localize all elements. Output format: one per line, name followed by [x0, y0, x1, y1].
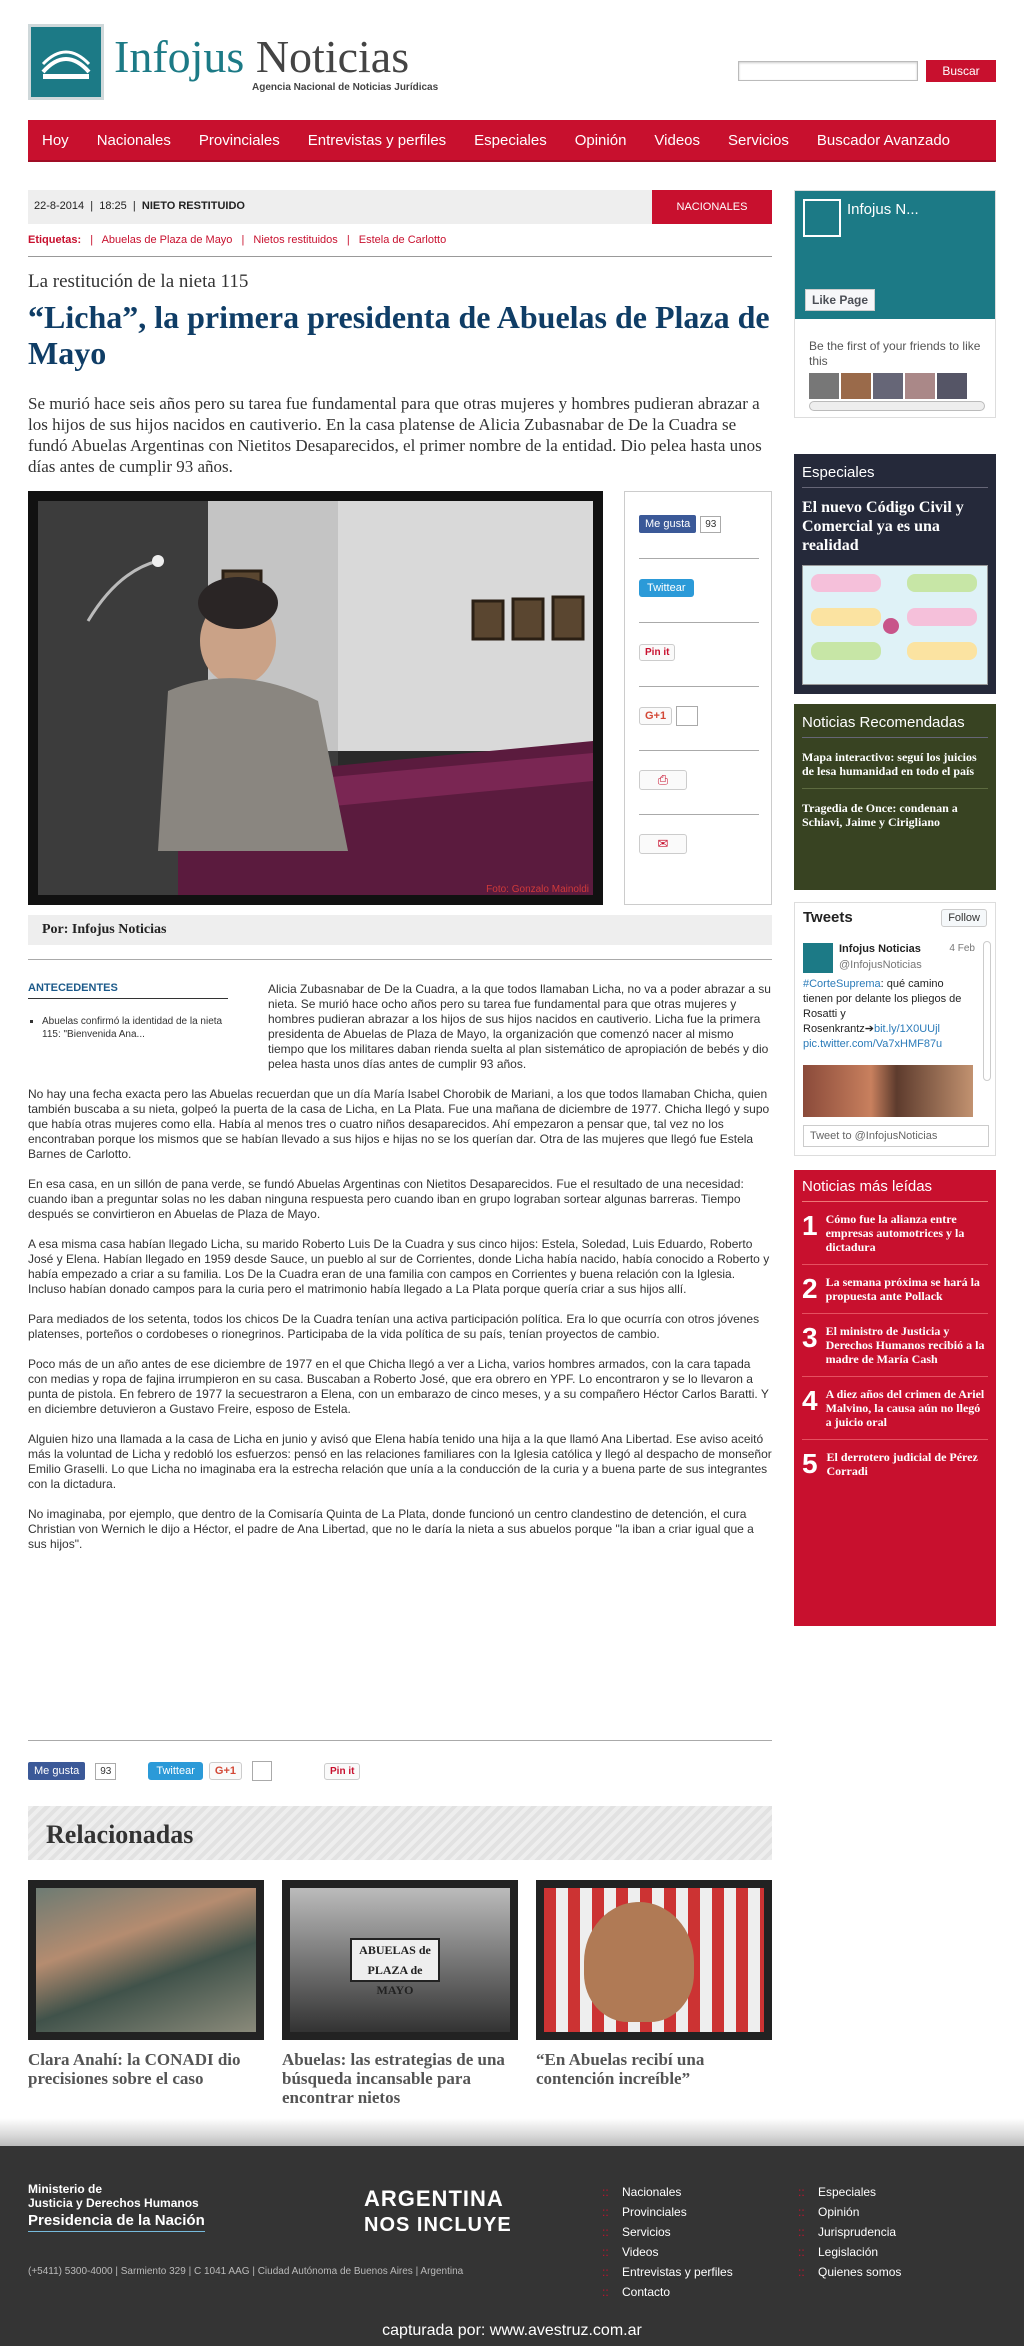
- tweet-handle[interactable]: @InfojusNoticias: [839, 959, 922, 971]
- argentina-logo-line1[interactable]: ARGENTINA: [364, 2186, 504, 2211]
- paragraph: Poco más de un año antes de ese diciembre de 1977 en el que Chicha llegó a ver a Licha, varios hombres armados, con la cara tapada con medias y ropa de fajina irrumpieron en su casa. Buscaban a Roberto José, que era obrero en YPF. Lo encontraron y se lo llevaron a punta de pistola. En febrero de 1977 la secuestraron a Elena, con un embarazo de cinco meses, y a su compañero Héctor Carlos Baratti. Y en diciembre detuvieron a Gustavo Freire, esposo de Estela.: [28, 1357, 769, 1416]
- tweet-button[interactable]: Twittear: [639, 579, 694, 597]
- nav-item-videos[interactable]: Videos: [654, 131, 701, 149]
- tags-row: Etiquetas: | Abuelas de Plaza de Mayo | Nietos restituidos | Estela de Carlotto: [28, 234, 447, 246]
- divider: [28, 1740, 772, 1741]
- photo-row: [28, 491, 772, 905]
- especiales-image[interactable]: [802, 565, 988, 685]
- especiales-headline[interactable]: El nuevo Código Civil y Comercial ya es una realidad: [802, 499, 964, 554]
- bottom-share-row: [28, 1760, 360, 1782]
- argentina-logo-line2[interactable]: NOS INCLUYE: [364, 2214, 512, 2236]
- article-topic: NIETO RESTITUIDO: [141, 200, 245, 212]
- article-headline: “Licha”, la primera presidenta de Abuelas de Plaza de Mayo: [28, 299, 770, 371]
- pinit-button[interactable]: Pin it: [639, 644, 675, 661]
- paragraph: En esa casa, en un sillón de pana verde, se fundó Abuelas Argentinas con Nietitos Desaparecidos. Fue el resultado de una necesidad: cuando iban a preguntar solas no les daban ninguna respuesta pero cuando iban en grupo lograban sortear algunas barreras. Tiempo después se convirtieron en Abuelas de Plaza de Mayo.: [28, 1177, 744, 1221]
- tweet-to-input[interactable]: Tweet to @InfojusNoticias: [803, 1125, 989, 1147]
- tweet-media-link[interactable]: pic.twitter.com/Va7xHMF87u: [803, 1038, 943, 1050]
- divider: [639, 686, 759, 687]
- tweets-title: Tweets: [803, 909, 853, 926]
- nav-item-provinciales[interactable]: Provinciales: [198, 131, 280, 149]
- capture-watermark: capturada por: www.avestruz.com.ar: [0, 2316, 1024, 2346]
- related-card[interactable]: [536, 1880, 772, 2088]
- footer-link[interactable]: :: Especiales: [798, 2185, 877, 2199]
- sidebar: [794, 190, 996, 1626]
- recomendadas-title: Noticias Recomendadas: [802, 714, 988, 738]
- presidencia-logo[interactable]: Presidencia de la Nación: [28, 2212, 205, 2232]
- fb-faces: [809, 373, 967, 399]
- facebook-widget: [794, 190, 996, 418]
- tag-link[interactable]: Abuelas de Plaza de Mayo: [101, 234, 233, 246]
- gplus-button[interactable]: G+1: [639, 707, 672, 725]
- bullet-icon: ::: [602, 2225, 609, 2239]
- divider: [28, 959, 772, 960]
- rank-number: 2: [802, 1273, 818, 1304]
- mas-leidas-box: [794, 1170, 996, 1626]
- search-input[interactable]: [738, 61, 918, 81]
- footer-link[interactable]: :: Nacionales: [602, 2185, 682, 2199]
- fb-friends-text: Be the first of your friends to like this: [809, 339, 981, 368]
- logo-subtitle: Agencia Nacional de Noticias Jurídicas: [252, 82, 439, 93]
- related-card[interactable]: [28, 1880, 264, 2088]
- rank-number: 4: [802, 1385, 818, 1416]
- related-image[interactable]: [536, 1880, 772, 2040]
- article-photo[interactable]: [28, 491, 603, 905]
- tweet-user[interactable]: Infojus Noticias: [839, 943, 921, 955]
- related-title[interactable]: Abuelas: las estrategias de una búsqueda incansable para encontrar nietos: [282, 2050, 505, 2107]
- photo-credit: Foto: Gonzalo Mainoldi: [486, 884, 589, 895]
- recomendadas-box: [794, 704, 996, 890]
- footer-link[interactable]: :: Servicios: [602, 2225, 671, 2239]
- fb-like-count: 93: [95, 1763, 116, 1780]
- search-button[interactable]: Buscar: [926, 60, 996, 82]
- nav-item-entrevistas[interactable]: Entrevistas y perfiles: [307, 131, 447, 149]
- footer-address: (+5411) 5300-4000 | Sarmiento 329 | C 1041 AAG | Ciudad Autónoma de Buenos Aires | Argentina: [28, 2266, 464, 2277]
- bullet-icon: ::: [602, 2245, 609, 2259]
- recomendada-link[interactable]: Tragedia de Once: condenan a Schiavi, Jaime y Cirigliano: [802, 801, 958, 829]
- footer-link[interactable]: :: Legislación: [798, 2245, 879, 2259]
- bullet-icon: ::: [798, 2225, 805, 2239]
- tweet-hashtag[interactable]: #CorteSuprema: [803, 978, 881, 990]
- mas-leida-link[interactable]: El derrotero judicial de Pérez Corradi: [826, 1450, 978, 1478]
- list-item[interactable]: [802, 1202, 988, 1265]
- photo-illustration: [28, 491, 603, 905]
- nav-item-especiales[interactable]: Especiales: [474, 131, 547, 149]
- especiales-box: [794, 454, 996, 694]
- footer-link[interactable]: :: Provinciales: [602, 2205, 687, 2219]
- mas-leida-link[interactable]: Cómo fue la alianza entre empresas automotrices y la dictadura: [825, 1212, 965, 1254]
- footer-links-col1: [602, 2182, 733, 2302]
- divider: [28, 256, 772, 257]
- mas-leida-link[interactable]: La semana próxima se hará la propuesta ante Pollack: [825, 1275, 980, 1303]
- nav-item-hoy[interactable]: Hoy: [42, 131, 69, 149]
- related-title[interactable]: “En Abuelas recibí una contención increíble”: [536, 2050, 705, 2088]
- fb-cover: [795, 191, 995, 319]
- paragraph: Alguien hizo una llamada a la casa de Licha en junio y avisó que Elena había tenido una hija a la que llamó Ana Libertad. Ese aviso aceitó más la voluntad de Licha y redobló los esfuerzos: pensó en las relaciones familiares con la Iglesia católica y llegó al despacho de monseñor Emilio Graselli. Lo que Licha no imaginaba era la estrecha relación que unía a la conducción de la curia y a buena parte de sus integrantes con la dictadura.: [28, 1432, 772, 1491]
- rank-number: 5: [802, 1448, 818, 1479]
- article-column: [28, 190, 772, 1722]
- twitter-widget: [794, 902, 996, 1156]
- footer-link[interactable]: :: Opinión: [798, 2205, 860, 2219]
- footer-link[interactable]: :: Quienes somos: [798, 2265, 902, 2279]
- tweets-scrollbar[interactable]: [983, 941, 991, 1081]
- fb-like-page-button[interactable]: Like Page: [805, 289, 875, 311]
- logo-word-noticias: Noticias: [255, 31, 410, 82]
- site-header: [28, 24, 996, 100]
- paragraph: No imaginaba, por ejemplo, que dentro de la Comisaría Quinta de La Plata, donde funcionó un centro clandestino de detención, el cura Christian von Wernich le dijo a Héctor, el padre de Ana Libertad, que no le daría la nieta a sus abuelos porque "la iban a criar igual que a sus hijos".: [28, 1507, 754, 1551]
- paragraph: No hay una fecha exacta pero las Abuelas recuerdan que un día María Isabel Chorobik de Mariani, a los que todos llamaban Chicha, quien también buscaba a su nieta, golpeó la puerta de la casa de Licha, en La Plata. Fue una mañana de diciembre de 1977. Chicha llegó y supo que había otras mujeres como ella. Había al menos tres o cuatro niños desaparecidos. Ahí empezaron a pensar que, tal vez no los encontraban porque los mismos que se habían llevado a sus hijos e hijas no se los querían dar. Otra de las mujeres que llegó fue Estela Barnes de Carlotto.: [28, 1087, 770, 1161]
- footer-link[interactable]: :: Jurisprudencia: [798, 2225, 897, 2239]
- article-time: 18:25: [99, 200, 127, 212]
- tweet-date[interactable]: 4 Feb: [949, 943, 975, 954]
- article-text: [28, 982, 772, 1552]
- fb-like-button[interactable]: Me gusta: [28, 1762, 85, 1780]
- tweet-link[interactable]: bit.ly/1X0UUjl: [873, 1023, 940, 1035]
- tweet-image[interactable]: [803, 1065, 973, 1117]
- antecedentes-box: [28, 982, 228, 1041]
- fb-page-avatar: [803, 199, 841, 237]
- bullet-icon: ::: [602, 2265, 609, 2279]
- site-footer: [0, 2146, 1024, 2316]
- list-item[interactable]: [802, 1265, 988, 1314]
- tweet-button[interactable]: Twittear: [148, 1762, 203, 1780]
- divider: [639, 622, 759, 623]
- related-card[interactable]: [282, 1880, 518, 2107]
- nav-item-buscador[interactable]: Buscador Avanzado: [816, 131, 951, 149]
- footer-links-col2: [798, 2182, 901, 2282]
- paragraph: A esa misma casa habían llegado Licha, su marido Roberto Luis De la Cuadra y sus cinco hijos: Estela, Soledad, Luis Eduardo, Roberto José y Elena. Habían llegado en 1959 desde Sauce, un pueblo al sur de Corrientes, donde Licha había nacido, había conocido a Roberto y había empezado a criar a su familia. Los De la Cuadra eran de una familia con campos en Corrientes y buena relación con la Iglesia. Incluso habían donado campos para la curia pero el matrimonio había llegado a La Plata porque quería criar a sus hijos allí.: [28, 1237, 770, 1296]
- article-datebar: 22-8-2014 | 18:25 | NIETO RESTITUIDO NACIONALES: [28, 190, 772, 224]
- footer-link[interactable]: :: Videos: [602, 2245, 659, 2259]
- share-column: [624, 491, 772, 905]
- gplus-button[interactable]: G+1: [209, 1762, 242, 1780]
- avatar[interactable]: [905, 373, 935, 399]
- rank-number: 1: [802, 1210, 818, 1241]
- avatar[interactable]: [803, 943, 833, 973]
- gplus-count: [676, 706, 698, 726]
- gplus-count: [252, 1761, 272, 1781]
- main-nav: [28, 120, 996, 162]
- bullet-icon: ::: [798, 2265, 805, 2279]
- footer-link[interactable]: :: Entrevistas y perfiles: [602, 2265, 733, 2279]
- relacionadas-header: [28, 1806, 772, 1860]
- relacionadas-title: Relacionadas: [46, 1820, 194, 1849]
- bullet-icon: ::: [798, 2245, 805, 2259]
- recomendada-link[interactable]: Mapa interactivo: seguí los juicios de lesa humanidad en todo el país: [802, 750, 988, 789]
- avatar[interactable]: [841, 373, 871, 399]
- twitter-follow-button[interactable]: Follow: [941, 909, 987, 927]
- article-date: 22-8-2014: [34, 200, 85, 212]
- footer-link[interactable]: :: Contacto: [602, 2285, 671, 2299]
- bullet-icon: ::: [602, 2185, 609, 2199]
- divider: [639, 558, 759, 559]
- paragraph: Alicia Zubasnabar de De la Cuadra, a la que todos llamaban Licha, no va a poder abrazar a su nieta. Se murió hace ocho años pero su tarea fue fundamental para que otras mujeres y hombres pudieran abrazar a los hijos de sus hijos nacidos en cautiverio. Licha fue la primera presidenta de Abuelas de Plaza de Mayo, la organización que comenzó nacer al mismo tiempo que los militares daban rienda suelta al plan sistemático de apropiación de bebés y dio pelea hasta unos días antes de cumplir 93 años.: [268, 982, 771, 1071]
- divider: [639, 750, 759, 751]
- tags-label: Etiquetas:: [28, 234, 82, 246]
- list-item[interactable]: [802, 1440, 988, 1488]
- especiales-illustration: [803, 566, 987, 684]
- email-icon[interactable]: ✉: [639, 834, 687, 854]
- divider: [639, 814, 759, 815]
- tweet-text: #CorteSuprema: qué camino tienen por delante los pliegos de Rosatti y Rosenkrantz➔bit.ly/1X0UUjl pic.twitter.com/Va7xHMF87u: [803, 978, 962, 1050]
- mas-leidas-title: Noticias más leídas: [802, 1178, 988, 1202]
- logo-text[interactable]: [114, 31, 410, 82]
- paragraph: Para mediados de los setenta, todos los chicos De la Cuadra tenían una activa participación política. Era lo que ocurría con otros jóvenes platenses, porteños o cordobeses o rionegrinos. Participaba de la vida política de su país, tenían proyectos de cambio.: [28, 1312, 760, 1341]
- section-badge[interactable]: NACIONALES: [652, 190, 772, 224]
- avatar[interactable]: [873, 373, 903, 399]
- fb-like-button[interactable]: Me gusta: [639, 515, 696, 533]
- footer-shadow: [0, 2118, 1024, 2146]
- list-item[interactable]: [802, 1314, 988, 1377]
- ministerio-logo[interactable]: Ministerio de Justicia y Derechos Humanos: [28, 2182, 199, 2210]
- article-kicker: La restitución de la nieta 115: [28, 271, 249, 292]
- fb-like-count: 93: [700, 516, 721, 533]
- related-image[interactable]: [282, 1880, 518, 2040]
- byline: Por: Infojus Noticias: [28, 915, 772, 945]
- nav-item-servicios[interactable]: Servicios: [728, 131, 789, 149]
- list-item[interactable]: [802, 1377, 988, 1440]
- tag-link[interactable]: Nietos restituidos: [253, 234, 338, 246]
- article-lead: Se murió hace seis años pero su tarea fue fundamental para que otras mujeres y hombres pudieran abrazar a los hijos de sus hijos nacidos en cautiverio. En la casa platense de Alicia Zubasnabar de De la Cuadra se fundó Abuelas Argentinas con Nietitos Desaparecidos, el primer nombre de la entidad. Dio pelea hasta unos días antes de cumplir 93 años.: [28, 394, 762, 476]
- logo-icon[interactable]: [28, 24, 104, 100]
- bullet-icon: ::: [602, 2285, 609, 2299]
- fb-scrollbar[interactable]: [809, 401, 985, 411]
- mas-leida-link[interactable]: A diez años del crimen de Ariel Malvino, la causa aún no llegó a juicio oral: [825, 1387, 985, 1429]
- avatar[interactable]: [809, 373, 839, 399]
- rank-number: 3: [802, 1322, 818, 1353]
- mas-leida-link[interactable]: El ministro de Justicia y Derechos Humanos recibió a la madre de María Cash: [825, 1324, 985, 1366]
- bullet-icon: ::: [602, 2205, 609, 2219]
- print-icon[interactable]: ⎙: [639, 770, 687, 790]
- logo-word-infojus: Infojus: [114, 31, 245, 82]
- pinit-button[interactable]: Pin it: [324, 1763, 360, 1780]
- tag-link[interactable]: Estela de Carlotto: [358, 234, 447, 246]
- especiales-title: Especiales: [802, 464, 988, 488]
- article-body: [28, 982, 772, 1722]
- avatar[interactable]: [937, 373, 967, 399]
- fb-page-name[interactable]: Infojus N...: [847, 201, 919, 218]
- related-title[interactable]: Clara Anahí: la CONADI dio precisiones sobre el caso: [28, 2050, 241, 2088]
- related-image-sign: ABUELAS de PLAZA de MAYO: [350, 1938, 440, 1982]
- antecedentes-title: ANTECEDENTES: [28, 982, 228, 999]
- nav-item-nacionales[interactable]: Nacionales: [96, 131, 171, 149]
- bullet-icon: ::: [798, 2185, 805, 2199]
- nav-item-opinion[interactable]: Opinión: [574, 131, 627, 149]
- bullet-icon: ::: [798, 2205, 805, 2219]
- antecedentes-link[interactable]: ▪ Abuelas confirmó la identidad de la nieta 115: "Bienvenida Ana...: [42, 1015, 228, 1041]
- related-image[interactable]: [28, 1880, 264, 2040]
